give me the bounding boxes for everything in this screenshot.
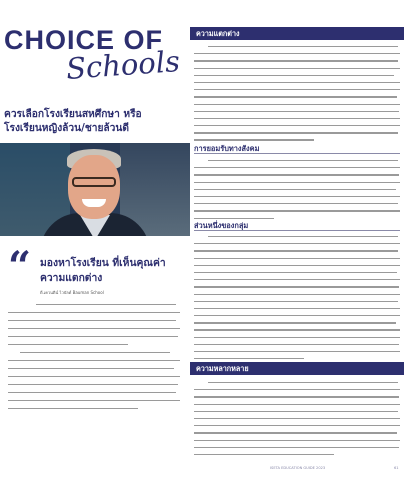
section-divider (194, 153, 400, 154)
quote-attribution: ดี.เควนติน์ ไวบัลด์ Bauman School (40, 290, 104, 295)
portrait-photo (0, 143, 190, 236)
left-column (0, 0, 185, 480)
page-number: 61 (394, 466, 399, 470)
footer-issue: ISETA EDUCATION GUIDE 2023 (270, 466, 326, 470)
intro-paragraph (194, 46, 400, 147)
quote-mark-icon: “ (8, 243, 32, 290)
social-paragraph (194, 160, 400, 225)
masthead-script-title: Schools (64, 44, 181, 86)
article-headline: ควรเลือกโรงเรียนสหศึกษา หรือ โรงเรียนหญิงล้วน/ชายล้วนดี (4, 109, 142, 134)
section-title-belonging: ส่วนหนึ่งของกลุ่ม (194, 221, 249, 230)
right-column (190, 0, 404, 480)
section-header-diversity: ความหลากหลาย (190, 362, 404, 375)
section-divider (194, 230, 400, 231)
section-header-intro: ความแตกต่าง (190, 27, 404, 40)
masthead-title: CHOICE OF (4, 25, 164, 55)
diversity-paragraph (194, 382, 400, 461)
belonging-paragraph (194, 236, 400, 365)
section-title-social: การยอมรับทางสังคม (194, 144, 260, 153)
left-body-text (8, 304, 180, 416)
pull-quote: มองหาโรงเรียน ที่เห็นคุณค่าความแตกต่าง (40, 257, 166, 284)
